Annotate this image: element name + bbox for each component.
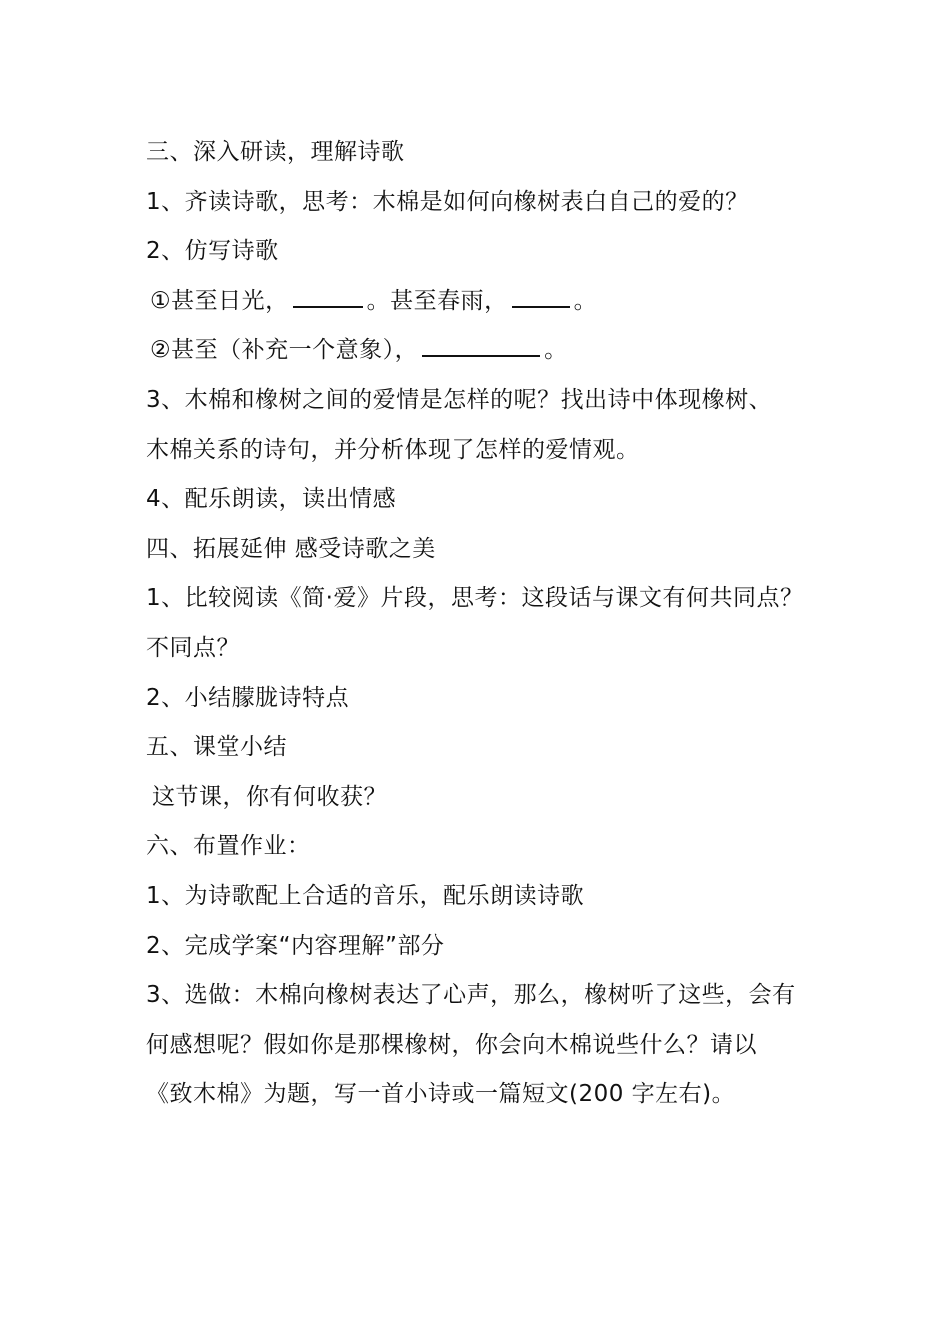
section-3-question-4: 4、配乐朗读，读出情感 [146, 486, 397, 513]
imitation-item-2 [146, 326, 816, 376]
section-4-question-2: 2、小结朦胧诗特点 [146, 684, 350, 711]
section-5-heading: 五、课堂小结 [146, 734, 287, 761]
section-3-question-2: 2、仿写诗歌 [146, 238, 279, 265]
imitation-1-part-a: ①甚至日光， [150, 287, 289, 314]
imitation-item-1 [146, 277, 816, 327]
fill-blank-3 [422, 335, 540, 357]
homework-item-3-line-1: 3、选做：木棉向橡树表达了心声，那么，橡树听了这些，会有 [146, 982, 796, 1009]
imitation-2-part-a: ②甚至（补充一个意象）， [150, 337, 419, 364]
section-4-question-1-line-2: 不同点？ [146, 634, 240, 661]
homework-item-2: 2、完成学案“内容理解”部分 [146, 932, 445, 959]
section-4-heading: 四、拓展延伸 感受诗歌之美 [146, 535, 436, 562]
imitation-1-part-c: 。 [573, 287, 598, 314]
document-body [146, 128, 816, 1120]
homework-item-3-line-2: 何感想呢？假如你是那棵橡树，你会向木棉说些什么？请以 [146, 1031, 757, 1058]
imitation-2-part-b: 。 [544, 337, 568, 364]
homework-item-1: 1、为诗歌配上合适的音乐，配乐朗读诗歌 [146, 882, 585, 909]
section-3-question-1: 1、齐读诗歌，思考：木棉是如何向橡树表白自己的爱的？ [146, 188, 749, 215]
section-3-heading: 三、深入研读，理解诗歌 [146, 139, 405, 165]
section-6-heading: 六、布置作业： [146, 833, 311, 860]
section-4-question-1-line-1: 1、比较阅读《简·爱》片段，思考：这段话与课文有何共同点？ [146, 585, 804, 612]
section-5-question: 这节课，你有何收获？ [152, 783, 387, 810]
section-3-question-3-line-2: 木棉关系的诗句，并分析体现了怎样的爱情观。 [146, 436, 640, 463]
fill-blank-1 [293, 286, 363, 308]
fill-blank-2 [512, 286, 570, 308]
section-3-question-3-line-1: 3、木棉和橡树之间的爱情是怎样的呢？找出诗中体现橡树、 [146, 386, 773, 413]
imitation-1-part-b: 。甚至春雨， [366, 287, 508, 314]
homework-item-3-line-3: 《致木棉》为题，写一首小诗或一篇短文(200 字左右)。 [146, 1081, 736, 1108]
